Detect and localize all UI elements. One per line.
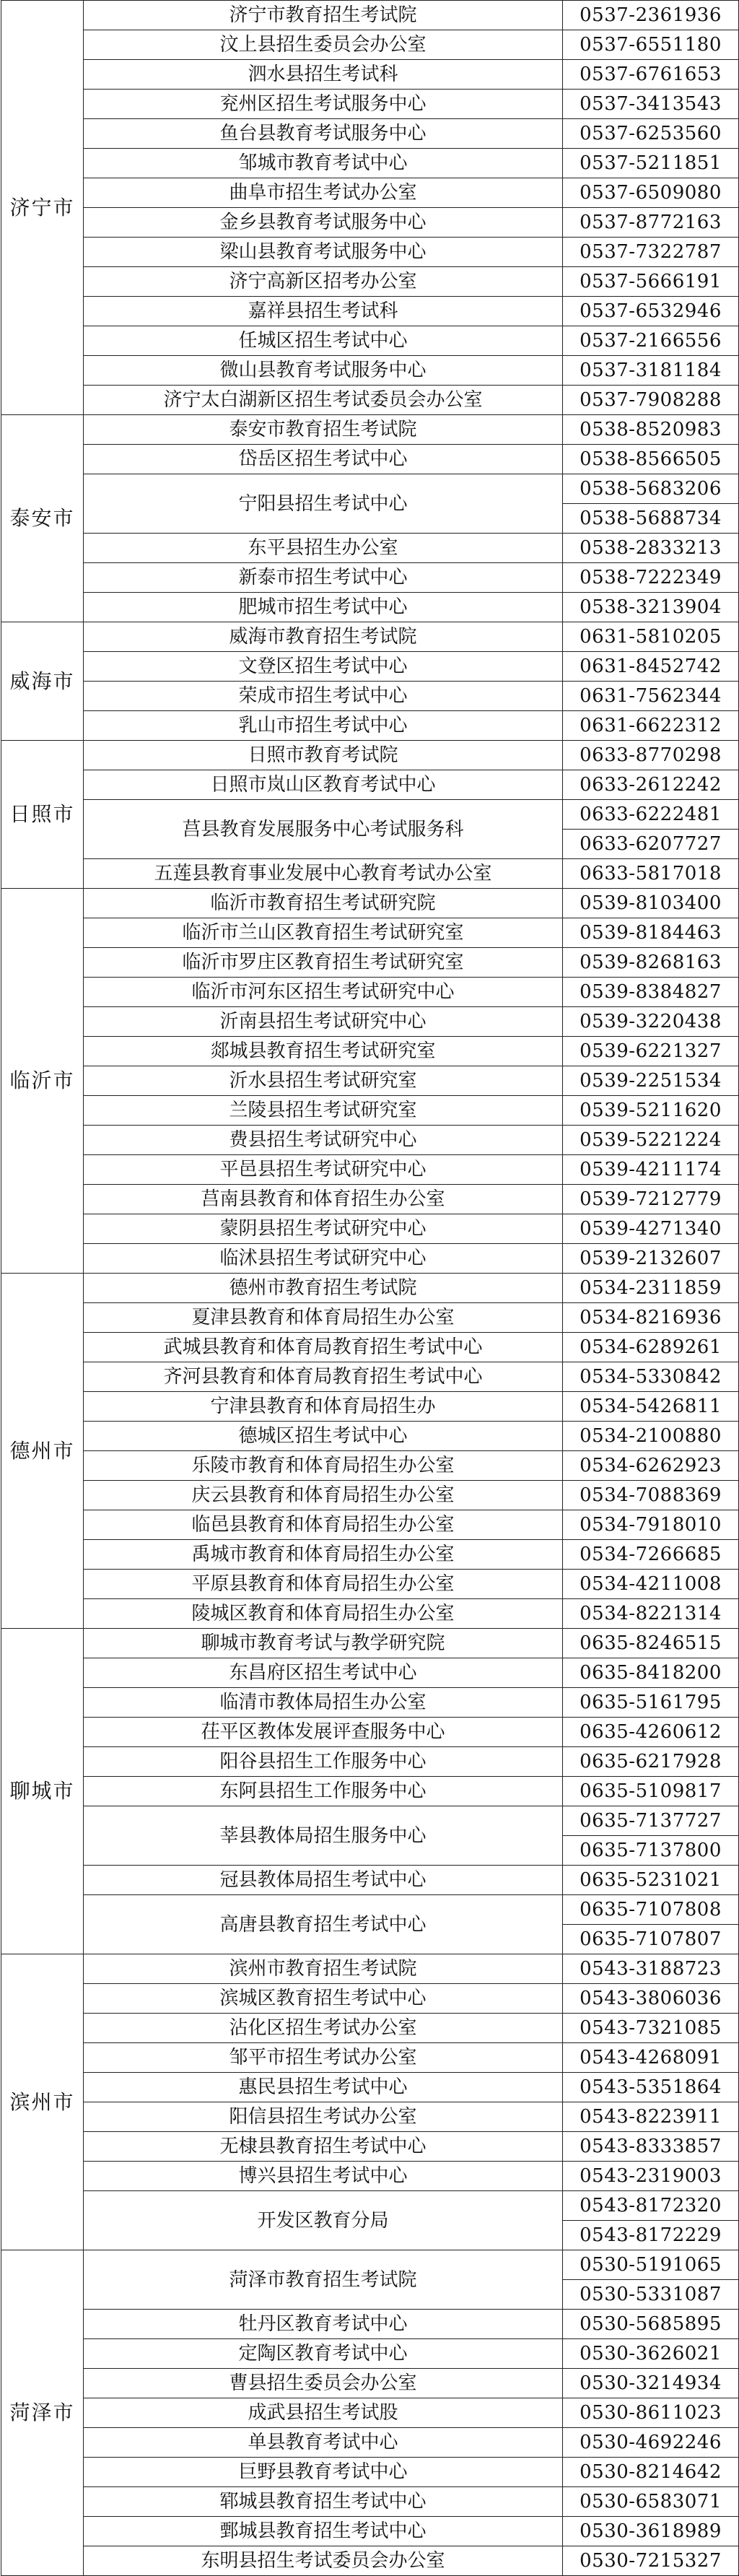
organization-cell: 济宁太白湖新区招生考试委员会办公室 — [84, 386, 563, 415]
organization-cell: 莒县教育发展服务中心考试服务科 — [84, 800, 563, 859]
phone-cell: 0534-2311859 — [563, 1274, 739, 1303]
table-row — [1, 1806, 739, 1836]
phone-cell: 0530-8214642 — [563, 2458, 739, 2487]
table-row — [1, 2102, 739, 2132]
city-cell: 菏泽市 — [1, 2250, 84, 2576]
organization-cell: 汶上县招生委员会办公室 — [84, 30, 563, 60]
phone-cell: 0543-3806036 — [563, 1984, 739, 2014]
table-row — [1, 1688, 739, 1718]
table-row — [1, 1481, 739, 1510]
table-row — [1, 593, 739, 622]
organization-cell: 微山县教育考试服务中心 — [84, 356, 563, 386]
organization-cell: 惠民县招生考试中心 — [84, 2073, 563, 2102]
organization-cell: 日照市教育考试院 — [84, 741, 563, 770]
organization-cell: 武城县教育和体育局教育招生考试中心 — [84, 1333, 563, 1362]
phone-cell: 0534-7918010 — [563, 1510, 739, 1540]
city-cell: 泰安市 — [1, 415, 84, 622]
table-row — [1, 1510, 739, 1540]
table-row — [1, 1954, 739, 1984]
table-row — [1, 208, 739, 238]
phone-cell: 0534-6262923 — [563, 1451, 739, 1481]
phone-cell: 0537-3181184 — [563, 356, 739, 386]
phone-cell: 0538-8520983 — [563, 415, 739, 445]
organization-cell: 蒙阴县招生考试研究中心 — [84, 1214, 563, 1244]
organization-cell: 曹县招生委员会办公室 — [84, 2369, 563, 2398]
phone-cell: 0538-7222349 — [563, 563, 739, 593]
table-row — [1, 563, 739, 593]
phone-cell: 0530-5331087 — [563, 2280, 739, 2310]
table-row — [1, 2132, 739, 2162]
organization-cell: 临沂市河东区招生考试研究中心 — [84, 978, 563, 1007]
organization-cell: 牡丹区教育考试中心 — [84, 2310, 563, 2339]
phone-cell: 0539-8268163 — [563, 948, 739, 978]
table-row — [1, 948, 739, 978]
table-row — [1, 30, 739, 60]
phone-cell: 0530-3214934 — [563, 2369, 739, 2398]
phone-cell: 0539-3220438 — [563, 1007, 739, 1037]
organization-cell: 德州市教育招生考试院 — [84, 1274, 563, 1303]
city-cell: 日照市 — [1, 741, 84, 889]
phone-cell: 0530-8611023 — [563, 2398, 739, 2428]
table-row — [1, 149, 739, 178]
table-row — [1, 1007, 739, 1037]
organization-cell: 博兴县招生考试中心 — [84, 2162, 563, 2191]
organization-cell: 齐河县教育和体育局教育招生考试中心 — [84, 1362, 563, 1392]
organization-cell: 肥城市招生考试中心 — [84, 593, 563, 622]
table-row — [1, 2250, 739, 2280]
phone-cell: 0534-7088369 — [563, 1481, 739, 1510]
phone-cell: 0534-4211008 — [563, 1570, 739, 1599]
table-row — [1, 1362, 739, 1392]
table-row — [1, 238, 739, 267]
table-row — [1, 356, 739, 386]
phone-cell: 0543-8333857 — [563, 2132, 739, 2162]
table-row — [1, 622, 739, 652]
table-row — [1, 1244, 739, 1274]
table-row — [1, 119, 739, 149]
organization-cell: 庆云县教育和体育局招生办公室 — [84, 1481, 563, 1510]
table-row — [1, 1185, 739, 1214]
phone-cell: 0539-2251534 — [563, 1066, 739, 1096]
table-row — [1, 1333, 739, 1362]
phone-cell: 0539-4271340 — [563, 1214, 739, 1244]
organization-cell: 阳信县招生考试办公室 — [84, 2102, 563, 2132]
organization-cell: 临沂市罗庄区教育招生考试研究室 — [84, 948, 563, 978]
phone-cell: 0534-2100880 — [563, 1422, 739, 1451]
organization-cell: 乳山市招生考试中心 — [84, 711, 563, 741]
table-row — [1, 2428, 739, 2458]
phone-cell: 0539-5211620 — [563, 1096, 739, 1126]
organization-cell: 临邑县教育和体育局招生办公室 — [84, 1510, 563, 1540]
organization-cell: 冠县教体局招生考试中心 — [84, 1866, 563, 1895]
table-row — [1, 2487, 739, 2517]
organization-cell: 宁津县教育和体育局招生办 — [84, 1392, 563, 1422]
table-row — [1, 2398, 739, 2428]
table-row — [1, 1777, 739, 1806]
phone-cell: 0530-7215327 — [563, 2546, 739, 2576]
table-row — [1, 2310, 739, 2339]
organization-cell: 开发区教育分局 — [84, 2191, 563, 2250]
organization-cell: 高唐县教育招生考试中心 — [84, 1895, 563, 1954]
table-row — [1, 2014, 739, 2043]
organization-cell: 郯城县教育招生考试研究室 — [84, 1037, 563, 1066]
phone-cell: 0631-8452742 — [563, 652, 739, 682]
phone-cell: 0635-7107808 — [563, 1895, 739, 1925]
organization-cell: 陵城区教育和体育局招生办公室 — [84, 1599, 563, 1629]
organization-cell: 文登区招生考试中心 — [84, 652, 563, 682]
phone-cell: 0538-8566505 — [563, 445, 739, 474]
table-row — [1, 1451, 739, 1481]
organization-cell: 兖州区招生考试服务中心 — [84, 90, 563, 119]
organization-cell: 沾化区招生考试办公室 — [84, 2014, 563, 2043]
organization-cell: 济宁市教育招生考试院 — [84, 1, 563, 30]
phone-cell: 0530-3626021 — [563, 2339, 739, 2369]
table-row — [1, 1126, 739, 1155]
phone-cell: 0631-6622312 — [563, 711, 739, 741]
phone-cell: 0534-7266685 — [563, 1540, 739, 1570]
organization-cell: 菏泽市教育招生考试院 — [84, 2250, 563, 2310]
organization-cell: 乐陵市教育和体育局招生办公室 — [84, 1451, 563, 1481]
city-cell: 威海市 — [1, 622, 84, 741]
table-row — [1, 711, 739, 741]
table-row — [1, 1066, 739, 1096]
phone-cell: 0631-5810205 — [563, 622, 739, 652]
table-row — [1, 1570, 739, 1599]
phone-cell: 0633-6207727 — [563, 830, 739, 859]
phone-cell: 0635-8418200 — [563, 1658, 739, 1688]
phone-cell: 0537-7908288 — [563, 386, 739, 415]
table-row — [1, 770, 739, 800]
table-row — [1, 2546, 739, 2576]
organization-cell: 成武县招生考试股 — [84, 2398, 563, 2428]
phone-cell: 0635-5109817 — [563, 1777, 739, 1806]
organization-cell: 曲阜市招生考试办公室 — [84, 178, 563, 208]
phone-cell: 0633-5817018 — [563, 859, 739, 889]
phone-cell: 0530-6583071 — [563, 2487, 739, 2517]
organization-cell: 临沂市教育招生考试研究院 — [84, 889, 563, 918]
table-row — [1, 267, 739, 297]
phone-cell: 0635-7107807 — [563, 1925, 739, 1954]
organization-cell: 梁山县教育考试服务中心 — [84, 238, 563, 267]
organization-cell: 东明县招生考试委员会办公室 — [84, 2546, 563, 2576]
table-row — [1, 534, 739, 563]
table-row — [1, 386, 739, 415]
phone-cell: 0539-6221327 — [563, 1037, 739, 1066]
organization-cell: 莒南县教育和体育招生办公室 — [84, 1185, 563, 1214]
phone-cell: 0537-2361936 — [563, 1, 739, 30]
organization-cell: 莘县教体局招生服务中心 — [84, 1806, 563, 1866]
phone-cell: 0537-2166556 — [563, 326, 739, 356]
phone-cell: 0633-8770298 — [563, 741, 739, 770]
organization-cell: 沂南县招生考试研究中心 — [84, 1007, 563, 1037]
organization-cell: 东阿县招生工作服务中心 — [84, 1777, 563, 1806]
phone-cell: 0631-7562344 — [563, 682, 739, 711]
table-row — [1, 2073, 739, 2102]
phone-cell: 0539-8184463 — [563, 918, 739, 948]
table-row — [1, 1658, 739, 1688]
phone-cell: 0635-7137727 — [563, 1806, 739, 1836]
phone-cell: 0530-3618989 — [563, 2517, 739, 2546]
phone-cell: 0539-4211174 — [563, 1155, 739, 1185]
phone-cell: 0635-6217928 — [563, 1747, 739, 1777]
table-row — [1, 682, 739, 711]
table-row — [1, 2369, 739, 2398]
phone-cell: 0539-8384827 — [563, 978, 739, 1007]
organization-cell: 邹城市教育考试中心 — [84, 149, 563, 178]
organization-cell: 嘉祥县招生考试科 — [84, 297, 563, 326]
table-row — [1, 1303, 739, 1333]
table-row — [1, 1274, 739, 1303]
table-row — [1, 1895, 739, 1925]
phone-cell: 0539-2132607 — [563, 1244, 739, 1274]
table-row — [1, 1599, 739, 1629]
table-row — [1, 1718, 739, 1747]
organization-cell: 东昌府区招生考试中心 — [84, 1658, 563, 1688]
phone-cell: 0539-5221224 — [563, 1126, 739, 1155]
table-row — [1, 1747, 739, 1777]
phone-cell: 0543-8223911 — [563, 2102, 739, 2132]
phone-cell: 0538-3213904 — [563, 593, 739, 622]
table-row — [1, 889, 739, 918]
table-row — [1, 1984, 739, 2014]
phone-cell: 0635-5161795 — [563, 1688, 739, 1718]
organization-cell: 五莲县教育事业发展中心教育考试办公室 — [84, 859, 563, 889]
phone-cell: 0543-7321085 — [563, 2014, 739, 2043]
organization-cell: 日照市岚山区教育考试中心 — [84, 770, 563, 800]
phone-cell: 0530-4692246 — [563, 2428, 739, 2458]
table-row — [1, 1037, 739, 1066]
organization-cell: 邹平市招生考试办公室 — [84, 2043, 563, 2073]
phone-cell: 0543-8172229 — [563, 2221, 739, 2250]
table-row — [1, 326, 739, 356]
phone-cell: 0537-6551180 — [563, 30, 739, 60]
table-row — [1, 1, 739, 30]
organization-cell: 禹城市教育和体育局招生办公室 — [84, 1540, 563, 1570]
city-cell: 滨州市 — [1, 1954, 84, 2250]
table-row — [1, 2043, 739, 2073]
organization-cell: 金乡县教育考试服务中心 — [84, 208, 563, 238]
organization-cell: 定陶区教育考试中心 — [84, 2339, 563, 2369]
organization-cell: 岱岳区招生考试中心 — [84, 445, 563, 474]
city-cell: 临沂市 — [1, 889, 84, 1274]
organization-cell: 鄄城县教育招生考试中心 — [84, 2517, 563, 2546]
table-row — [1, 1422, 739, 1451]
phone-cell: 0543-5351864 — [563, 2073, 739, 2102]
table-row — [1, 1540, 739, 1570]
phone-cell: 0534-5426811 — [563, 1392, 739, 1422]
phone-cell: 0543-3188723 — [563, 1954, 739, 1984]
organization-cell: 威海市教育招生考试院 — [84, 622, 563, 652]
city-cell: 济宁市 — [1, 1, 84, 415]
table-row — [1, 2162, 739, 2191]
phone-cell: 0537-8772163 — [563, 208, 739, 238]
table-row — [1, 1214, 739, 1244]
organization-cell: 沂水县招生考试研究室 — [84, 1066, 563, 1096]
table-row — [1, 2339, 739, 2369]
phone-cell: 0538-5688734 — [563, 504, 739, 534]
table-row — [1, 800, 739, 830]
phone-cell: 0633-2612242 — [563, 770, 739, 800]
phone-cell: 0635-8246515 — [563, 1629, 739, 1658]
organization-cell: 茌平区教体发展评查服务中心 — [84, 1718, 563, 1747]
table-row — [1, 1392, 739, 1422]
phone-cell: 0538-2833213 — [563, 534, 739, 563]
phone-cell: 0543-2319003 — [563, 2162, 739, 2191]
admissions-contact-table — [1, 0, 739, 2576]
organization-cell: 滨州市教育招生考试院 — [84, 1954, 563, 1984]
phone-cell: 0530-5685895 — [563, 2310, 739, 2339]
table-row — [1, 652, 739, 682]
table-row — [1, 474, 739, 504]
organization-cell: 临沂市兰山区教育招生考试研究室 — [84, 918, 563, 948]
phone-cell: 0537-6253560 — [563, 119, 739, 149]
phone-cell: 0539-7212779 — [563, 1185, 739, 1214]
table-row — [1, 1866, 739, 1895]
organization-cell: 平邑县招生考试研究中心 — [84, 1155, 563, 1185]
phone-cell: 0537-5666191 — [563, 267, 739, 297]
phone-cell: 0543-8172320 — [563, 2191, 739, 2221]
phone-cell: 0635-5231021 — [563, 1866, 739, 1895]
phone-cell: 0537-6532946 — [563, 297, 739, 326]
organization-cell: 临清市教体局招生办公室 — [84, 1688, 563, 1718]
organization-cell: 阳谷县招生工作服务中心 — [84, 1747, 563, 1777]
organization-cell: 新泰市招生考试中心 — [84, 563, 563, 593]
phone-cell: 0530-5191065 — [563, 2250, 739, 2280]
organization-cell: 费县招生考试研究中心 — [84, 1126, 563, 1155]
table-row — [1, 918, 739, 948]
organization-cell: 平原县教育和体育局招生办公室 — [84, 1570, 563, 1599]
phone-cell: 0633-6222481 — [563, 800, 739, 830]
phone-cell: 0537-3413543 — [563, 90, 739, 119]
organization-cell: 夏津县教育和体育局招生办公室 — [84, 1303, 563, 1333]
phone-cell: 0534-6289261 — [563, 1333, 739, 1362]
phone-cell: 0543-4268091 — [563, 2043, 739, 2073]
organization-cell: 郓城县教育招生考试中心 — [84, 2487, 563, 2517]
table-row — [1, 297, 739, 326]
phone-cell: 0538-5683206 — [563, 474, 739, 504]
table-row — [1, 1155, 739, 1185]
organization-cell: 德城区招生考试中心 — [84, 1422, 563, 1451]
phone-cell: 0534-5330842 — [563, 1362, 739, 1392]
table-row — [1, 2458, 739, 2487]
organization-cell: 单县教育考试中心 — [84, 2428, 563, 2458]
table-row — [1, 1629, 739, 1658]
organization-cell: 鱼台县教育考试服务中心 — [84, 119, 563, 149]
phone-cell: 0537-6509080 — [563, 178, 739, 208]
city-cell: 德州市 — [1, 1274, 84, 1629]
organization-cell: 兰陵县招生考试研究室 — [84, 1096, 563, 1126]
table-row — [1, 178, 739, 208]
organization-cell: 东平县招生办公室 — [84, 534, 563, 563]
organization-cell: 泰安市教育招生考试院 — [84, 415, 563, 445]
organization-cell: 任城区招生考试中心 — [84, 326, 563, 356]
organization-cell: 荣成市招生考试中心 — [84, 682, 563, 711]
phone-cell: 0534-8221314 — [563, 1599, 739, 1629]
organization-cell: 无棣县教育招生考试中心 — [84, 2132, 563, 2162]
phone-cell: 0537-6761653 — [563, 60, 739, 90]
table-row — [1, 978, 739, 1007]
phone-cell: 0537-7322787 — [563, 238, 739, 267]
organization-cell: 济宁高新区招考办公室 — [84, 267, 563, 297]
table-row — [1, 60, 739, 90]
table-row — [1, 2191, 739, 2221]
phone-cell: 0537-5211851 — [563, 149, 739, 178]
phone-cell: 0635-4260612 — [563, 1718, 739, 1747]
table-row — [1, 415, 739, 445]
table-row — [1, 859, 739, 889]
organization-cell: 滨城区教育招生考试中心 — [84, 1984, 563, 2014]
table-body — [1, 1, 739, 2576]
organization-cell: 巨野县教育考试中心 — [84, 2458, 563, 2487]
organization-cell: 泗水县招生考试科 — [84, 60, 563, 90]
table-row — [1, 90, 739, 119]
organization-cell: 聊城市教育考试与教学研究院 — [84, 1629, 563, 1658]
phone-cell: 0534-8216936 — [563, 1303, 739, 1333]
table-row — [1, 2517, 739, 2546]
table-row — [1, 1096, 739, 1126]
table-row — [1, 741, 739, 770]
organization-cell: 临沭县招生考试研究中心 — [84, 1244, 563, 1274]
phone-cell: 0539-8103400 — [563, 889, 739, 918]
organization-cell: 宁阳县招生考试中心 — [84, 474, 563, 534]
city-cell: 聊城市 — [1, 1629, 84, 1954]
phone-cell: 0635-7137800 — [563, 1836, 739, 1866]
table-row — [1, 445, 739, 474]
